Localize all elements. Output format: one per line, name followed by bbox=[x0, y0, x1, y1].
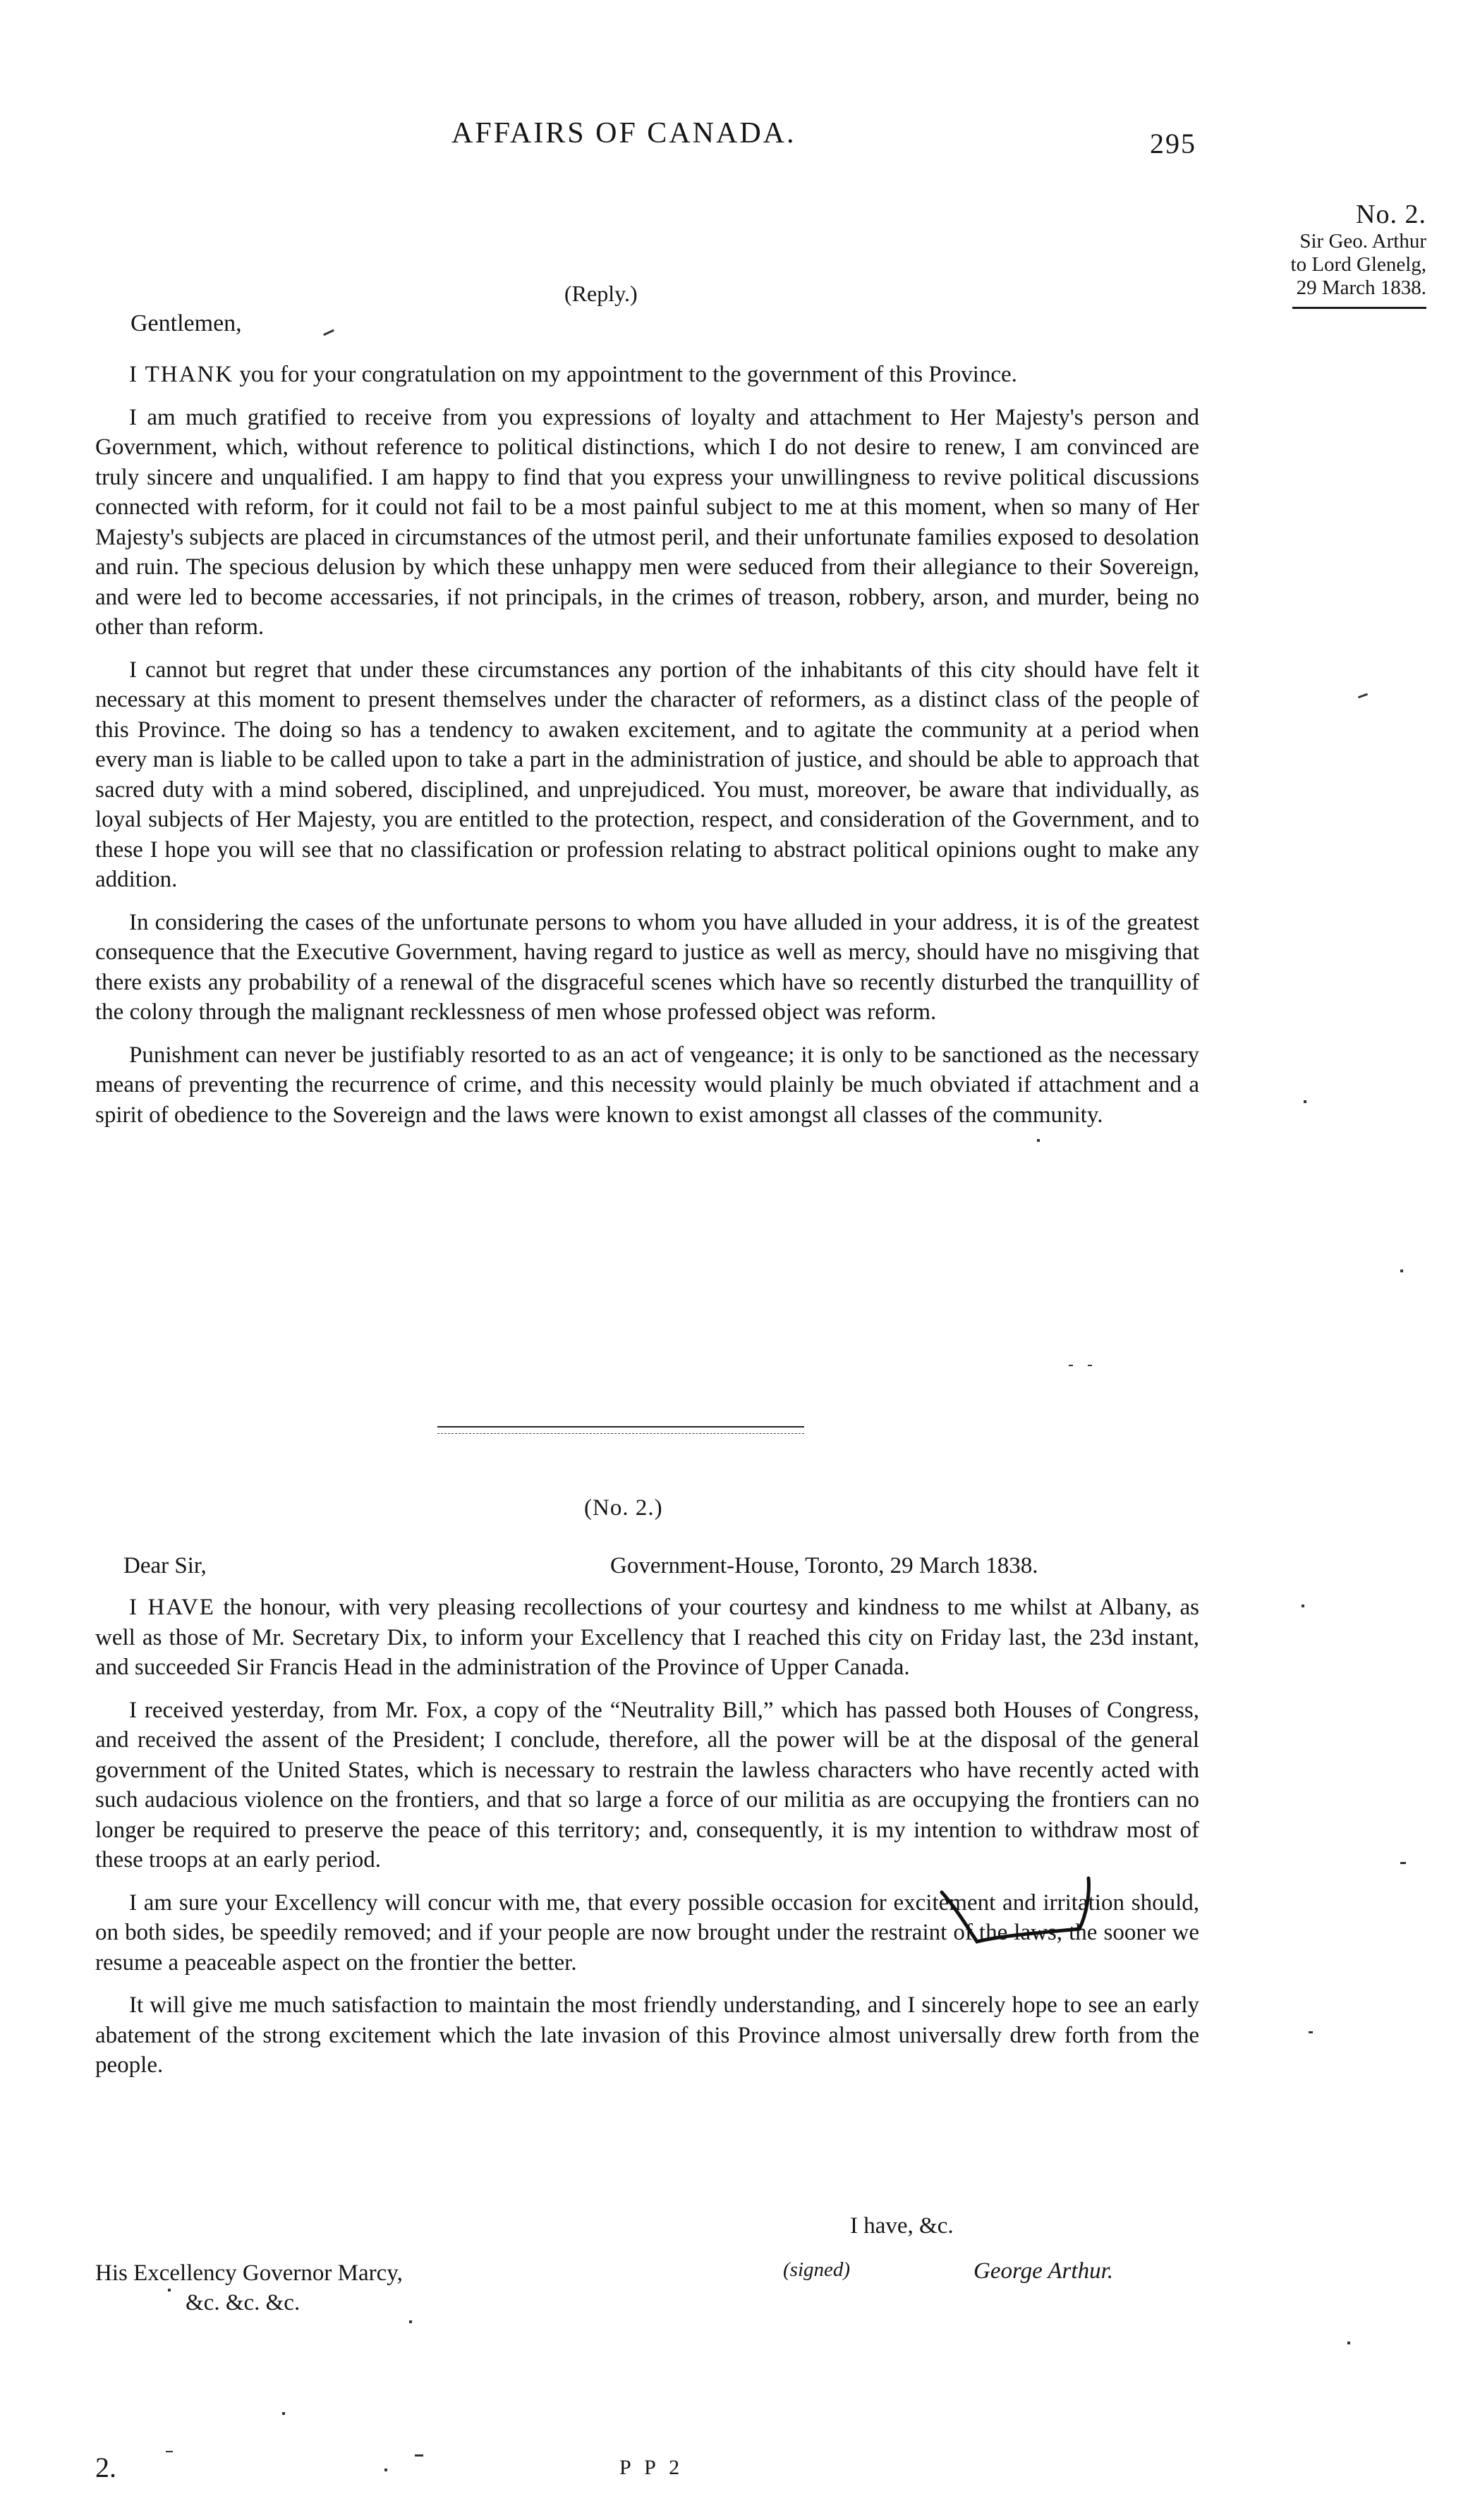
handwritten-check-mark bbox=[935, 1873, 1097, 1950]
reply-paragraph-1-text: you for your congratulation on my appointment to the government of this Province. bbox=[233, 362, 1017, 387]
running-title: AFFAIRS OF CANADA. bbox=[451, 117, 796, 150]
letter-paragraph-3: I am sure your Excellency will concur with me, that every possible occasion for excitement and irritation should, on both sides, be speedily removed; and if your people are now brought under the restraint of the laws, the sooner we resume a peaceable aspect on the frontier the better. bbox=[95, 1889, 1199, 1976]
reply-heading: (Reply.) bbox=[564, 281, 638, 306]
letter-paragraph-1 bbox=[95, 1593, 1199, 1683]
letter-opening-word: I HAVE bbox=[129, 1595, 215, 1620]
reply-paragraph-3: I cannot but regret that under these circumstances any portion of the inhabitants of this city should have felt it necessary at this moment to present themselves under the character of reformers, as a distinct class of the people of this Province. The doing so has a tendency to awaken excitement, and to agitate the community at a period when every man is liable to be called upon to take a part in the administration of justice, and should be able to approach that sacred duty with a mind sobered, disciplined, and unprejudiced. You must, moreover, be aware that individually, as loyal subjects of Her Majesty, you are entitled to the protection, respect, and consideration of the Government, and to these I hope you will see that no classification or profession relating to abstract political opinions ought to make any addition. bbox=[95, 657, 1199, 892]
letter-closing: I have, &c. bbox=[850, 2213, 954, 2239]
letter-opening-row bbox=[123, 1553, 1220, 1579]
page-number: 295 bbox=[1150, 128, 1196, 159]
letter-place-date: Government-House, Toronto, 29 March 1838. bbox=[610, 1553, 1038, 1578]
signed-label: (signed) bbox=[783, 2258, 851, 2281]
letter-paragraph-1-text: the honour, with very pleasing recollections of your courtesy and kindness to me whilst at Albany, as well as those of Mr. Secretary Dix, to inform your Excellency that I reached this city on Friday last, the 23d instant, and succeeded Sir Francis Head in the administration of the Province of Upper Canada. bbox=[95, 1595, 1199, 1680]
reply-body bbox=[95, 360, 1199, 1130]
margin-note-line: 29 March 1838. bbox=[1296, 276, 1426, 299]
letter-salutation: Dear Sir, bbox=[123, 1553, 207, 1578]
reply-paragraph-5: Punishment can never be justifiably resorted to as an act of vengeance; it is only to be sanctioned as the necessary means of preventing the recurrence of crime, and this necessity would plainly be much obviated if attachment and a spirit of obedience to the Sovereign and the laws were known to exist amongst all classes of the community. bbox=[95, 1042, 1199, 1128]
letter-paragraph-4: It will give me much satisfaction to maintain the most friendly understanding, and I sincerely hope to see an early abatement of the strong excitement which the late invasion of this Province almost universally drew forth from the people. bbox=[95, 1992, 1199, 2078]
letter-heading: (No. 2.) bbox=[584, 1495, 663, 1521]
letter-body bbox=[95, 1593, 1199, 2081]
reply-salutation: Gentlemen, bbox=[131, 310, 242, 336]
letter-paragraph-2: I received yesterday, from Mr. Fox, a copy of the “Neutrality Bill,” which has passed both Houses of Congress, and received the assent of the President; I conclude, therefore, all the power will be at the disposal of the general government of the United States, which is necessary to restrain the lawless characters who have recently acted with such audacious violence on the frontiers, and that so large a force of our militia as are occupying the frontiers can no longer be required to preserve the peace of this territory; and, consequently, it is my intention to withdraw most of these troops at an early period. bbox=[95, 1697, 1199, 1873]
margin-note bbox=[1215, 199, 1426, 309]
reply-paragraph-4: In considering the cases of the unfortunate persons to whom you have alluded in your address, it is of the greatest consequence that the Executive Government, having regard to justice as well as mercy, should have no misgiving that there exists any probability of a renewal of the disgraceful scenes which have so recently disturbed the tranquillity of the colony through the malignant recklessness of men whose professed object was reform. bbox=[95, 909, 1199, 1025]
margin-note-line: Sir Geo. Arthur bbox=[1299, 230, 1426, 252]
reply-paragraph-2: I am much gratified to receive from you expressions of loyalty and attachment to Her Majesty's person and Government, which, without reference to political distinctions, which I do not desire to renew, I am convinced are truly sincere and unqualified. I am happy to find that you express your unwillingness to revive political discussions connected with reform, for it could not fail to be a most painful subject to me at this moment, when so many of Her Majesty's subjects are placed in circumstances of the utmost peril, and their unfortunate families exposed to desolation and ruin. The specious delusion by which these unhappy men were seduced from their allegiance to their Sovereign, and were led to become accessaries, if not principals, in the crimes of treason, robbery, arson, and murder, being no other than reform. bbox=[95, 404, 1199, 640]
margin-note-line: to Lord Glenelg, bbox=[1290, 253, 1426, 276]
footer-signature-mark: P P 2 bbox=[619, 2456, 684, 2479]
addressee-block bbox=[95, 2258, 589, 2318]
margin-note-number: No. 2. bbox=[1356, 200, 1426, 229]
section-divider bbox=[437, 1426, 804, 1436]
signature: George Arthur. bbox=[973, 2258, 1113, 2284]
addressee-name: His Excellency Governor Marcy, bbox=[95, 2260, 403, 2286]
addressee-etc: &c. &c. &c. bbox=[186, 2290, 301, 2315]
reply-opening-word: I THANK bbox=[129, 362, 234, 387]
reply-paragraph-1 bbox=[95, 360, 1199, 390]
margin-note-rule bbox=[1292, 307, 1426, 309]
footer-number: 2. bbox=[95, 2452, 116, 2483]
